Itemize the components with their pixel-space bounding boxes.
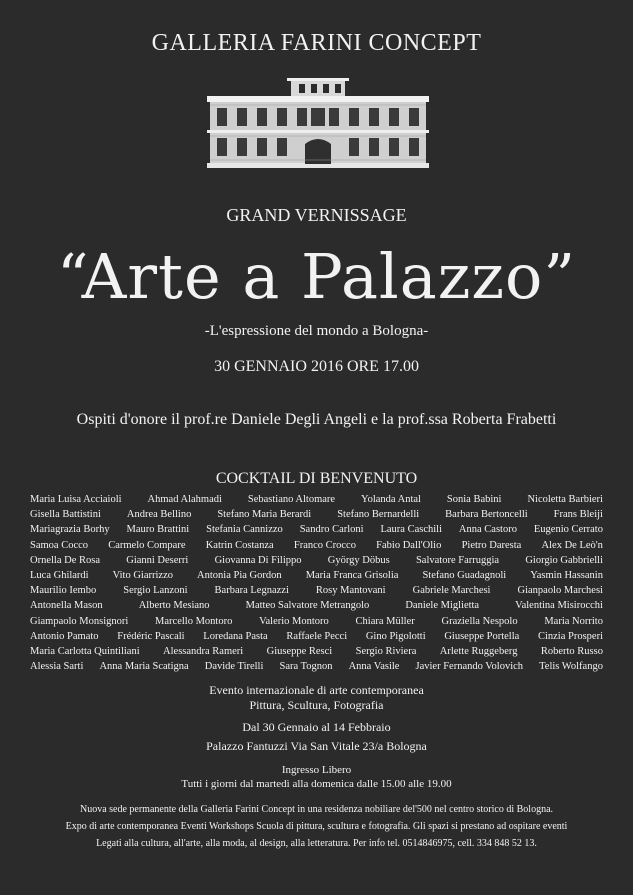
artist-name: Raffaele Pecci	[286, 630, 348, 642]
artist-name: Sandro Carloni	[299, 524, 364, 536]
artist-name: Alex De Leò'n	[541, 539, 603, 551]
artist-name: Pietro Daresta	[461, 539, 522, 551]
entry-info: Ingresso Libero	[281, 764, 352, 776]
artist-line	[30, 614, 603, 629]
palazzo-illustration	[207, 78, 429, 168]
artist-line	[30, 583, 603, 598]
artist-name: Chiara Müller	[355, 615, 415, 627]
artist-name: Sonia Babini	[446, 494, 502, 505]
artist-name: Sergio Lanzoni	[123, 585, 188, 597]
artist-name: Vito Giarrizzo	[112, 570, 173, 582]
artist-name: Antonella Mason	[30, 600, 103, 612]
artist-name: Antonia Pia Gordon	[197, 570, 282, 582]
artist-name: Sergio Riviera	[355, 646, 417, 658]
artist-name: Eugenio Cerrato	[533, 524, 603, 536]
artist-name: Gianni Deserri	[126, 554, 189, 566]
artist-line	[30, 659, 603, 674]
artist-line	[30, 598, 603, 613]
artist-line	[30, 507, 603, 522]
artist-name: Barbara Bertoncelli	[445, 509, 528, 521]
artist-name: Alessandra Rameri	[163, 646, 244, 658]
artist-line	[30, 492, 603, 507]
artist-name: Frédéric Pascali	[117, 630, 185, 642]
artist-name: Franco Crocco	[293, 539, 356, 551]
artist-name: Davide Tirelli	[204, 661, 264, 673]
artist-name: Alberto Mesiano	[138, 600, 210, 612]
artist-name: Luca Ghilardi	[30, 570, 89, 582]
artist-name: Telis Wolfango	[539, 661, 603, 673]
footer-line: Nuova sede permanente della Galleria Farini Concept in una residenza nobiliare del'500 nel centro storico di Bologna.	[79, 804, 554, 815]
subtitle: -L'espressione del mondo a Bologna-	[204, 323, 429, 339]
artist-name: Anna Castoro	[458, 524, 517, 536]
artist-name: Laura Caschili	[380, 524, 443, 536]
honor-guests: Ospiti d'onore il prof.re Daniele Degli Angeli e la prof.ssa Roberta Frabetti	[76, 411, 557, 428]
artist-name: Stefano Guadagnoli	[422, 570, 507, 582]
artist-line	[30, 629, 603, 644]
artist-list	[30, 492, 603, 674]
artist-name: Javier Fernando Volovich	[415, 661, 524, 673]
artist-name: Maria Franca Grisolia	[305, 570, 399, 582]
artist-name: Stefano Maria Berardi	[217, 509, 312, 521]
artist-name: Stefano Bernardelli	[337, 509, 420, 521]
vernissage-heading: GRAND VERNISSAGE	[226, 205, 407, 225]
artist-name: Maria Luisa Acciaioli	[30, 494, 122, 505]
artist-name: Valentina Misirocchi	[515, 600, 603, 612]
artist-name: Carmelo Compare	[108, 539, 186, 551]
artist-line	[30, 644, 603, 659]
artist-line	[30, 522, 603, 537]
disciplines: Pittura, Scultura, Fotografia	[249, 698, 384, 712]
artist-name: Gisella Battistini	[30, 509, 101, 521]
artist-name: Giuseppe Portella	[444, 630, 520, 642]
artist-name: Salvatore Farruggia	[415, 554, 500, 566]
artist-name: Katrin Costanza	[205, 539, 274, 551]
venue-address: Palazzo Fantuzzi Via San Vitale 23/a Bologna	[206, 739, 427, 753]
artist-name: Marcello Montoro	[155, 615, 233, 627]
artist-name: Anna Vasile	[348, 661, 400, 673]
artist-line	[30, 568, 603, 583]
artist-name: Mauro Brattini	[126, 524, 190, 536]
artist-name: Anna Maria Scatigna	[99, 661, 189, 673]
artist-name: Matteo Salvatore Metrangolo	[245, 600, 370, 612]
artist-name: Fabio Dall'Olio	[376, 539, 442, 551]
artist-name: Barbara Legnazzi	[214, 585, 289, 597]
artist-line	[30, 538, 603, 553]
event-date-time: 30 GENNAIO 2016 ORE 17.00	[214, 358, 419, 375]
artist-name: Stefania Cannizzo	[206, 524, 283, 536]
artist-name: Samoa Cocco	[30, 539, 89, 551]
artist-name: Maria Carlotta Quintiliani	[30, 646, 140, 658]
main-title: “Arte a Palazzo”	[56, 240, 577, 313]
artist-name: Maurilio Iembo	[30, 585, 97, 597]
artist-line	[30, 553, 603, 568]
artist-name: Ahmad Alahmadi	[147, 494, 222, 505]
artist-name: Sara Tognon	[279, 661, 333, 673]
gallery-name: GALLERIA FARINI CONCEPT	[151, 30, 482, 56]
artist-name: Frans Bleiji	[553, 509, 603, 521]
artist-name: Giuseppe Resci	[266, 646, 333, 658]
artist-name: Daniele Miglietta	[405, 600, 480, 612]
artist-name: Roberto Russo	[540, 646, 603, 658]
artist-name: György Döbus	[327, 554, 390, 566]
opening-hours: Tutti i giorni dal martedì alla domenica dalle 15.00 alle 19.00	[181, 778, 452, 790]
artist-name: Giovanna Di Filippo	[214, 554, 302, 566]
artist-name: Andrea Bellino	[126, 509, 192, 521]
artist-name: Gino Pigolotti	[365, 630, 426, 642]
artist-name: Loredana Pasta	[203, 630, 268, 642]
footer-line: Expo di arte contemporanea Eventi Workshops Scuola di pittura, scultura e fotografia. Gli spazi si prestano ad ospitare eventi	[65, 821, 568, 832]
artist-name: Sebastiano Altomare	[247, 494, 336, 505]
event-type: Evento internazionale di arte contemporanea	[209, 683, 424, 697]
exhibition-period: Dal 30 Gennaio al 14 Febbraio	[242, 720, 391, 734]
artist-name: Arlette Ruggeberg	[439, 646, 518, 658]
artist-name: Nicoletta Barbieri	[527, 494, 603, 505]
artist-name: Yasmin Hassanin	[530, 570, 603, 582]
artist-name: Alessia Sarti	[30, 661, 84, 673]
artist-name: Giorgio Gabbrielli	[525, 554, 603, 566]
artist-name: Antonio Pamato	[30, 630, 99, 642]
artist-name: Gianpaolo Marchesi	[517, 585, 603, 597]
artist-name: Yolanda Antal	[361, 494, 421, 505]
footer-line: Legati alla cultura, all'arte, alla moda, al design, alla letteratura. Per info tel. 0514846975, cell. 334 848 52 13.	[96, 838, 537, 849]
artist-name: Ornella De Rosa	[30, 554, 100, 566]
artist-name: Graziella Nespolo	[441, 615, 518, 627]
artist-name: Mariagrazia Borhy	[30, 524, 110, 536]
artist-name: Gabriele Marchesi	[412, 585, 491, 597]
artist-name: Cinzia Prosperi	[537, 630, 603, 642]
artist-name: Giampaolo Monsignori	[30, 615, 129, 627]
artist-name: Maria Norrito	[544, 615, 603, 627]
cocktail-heading: COCKTAIL DI BENVENUTO	[215, 470, 418, 487]
artist-name: Rosy Mantovani	[315, 585, 386, 597]
artist-name: Valerio Montoro	[259, 615, 329, 627]
